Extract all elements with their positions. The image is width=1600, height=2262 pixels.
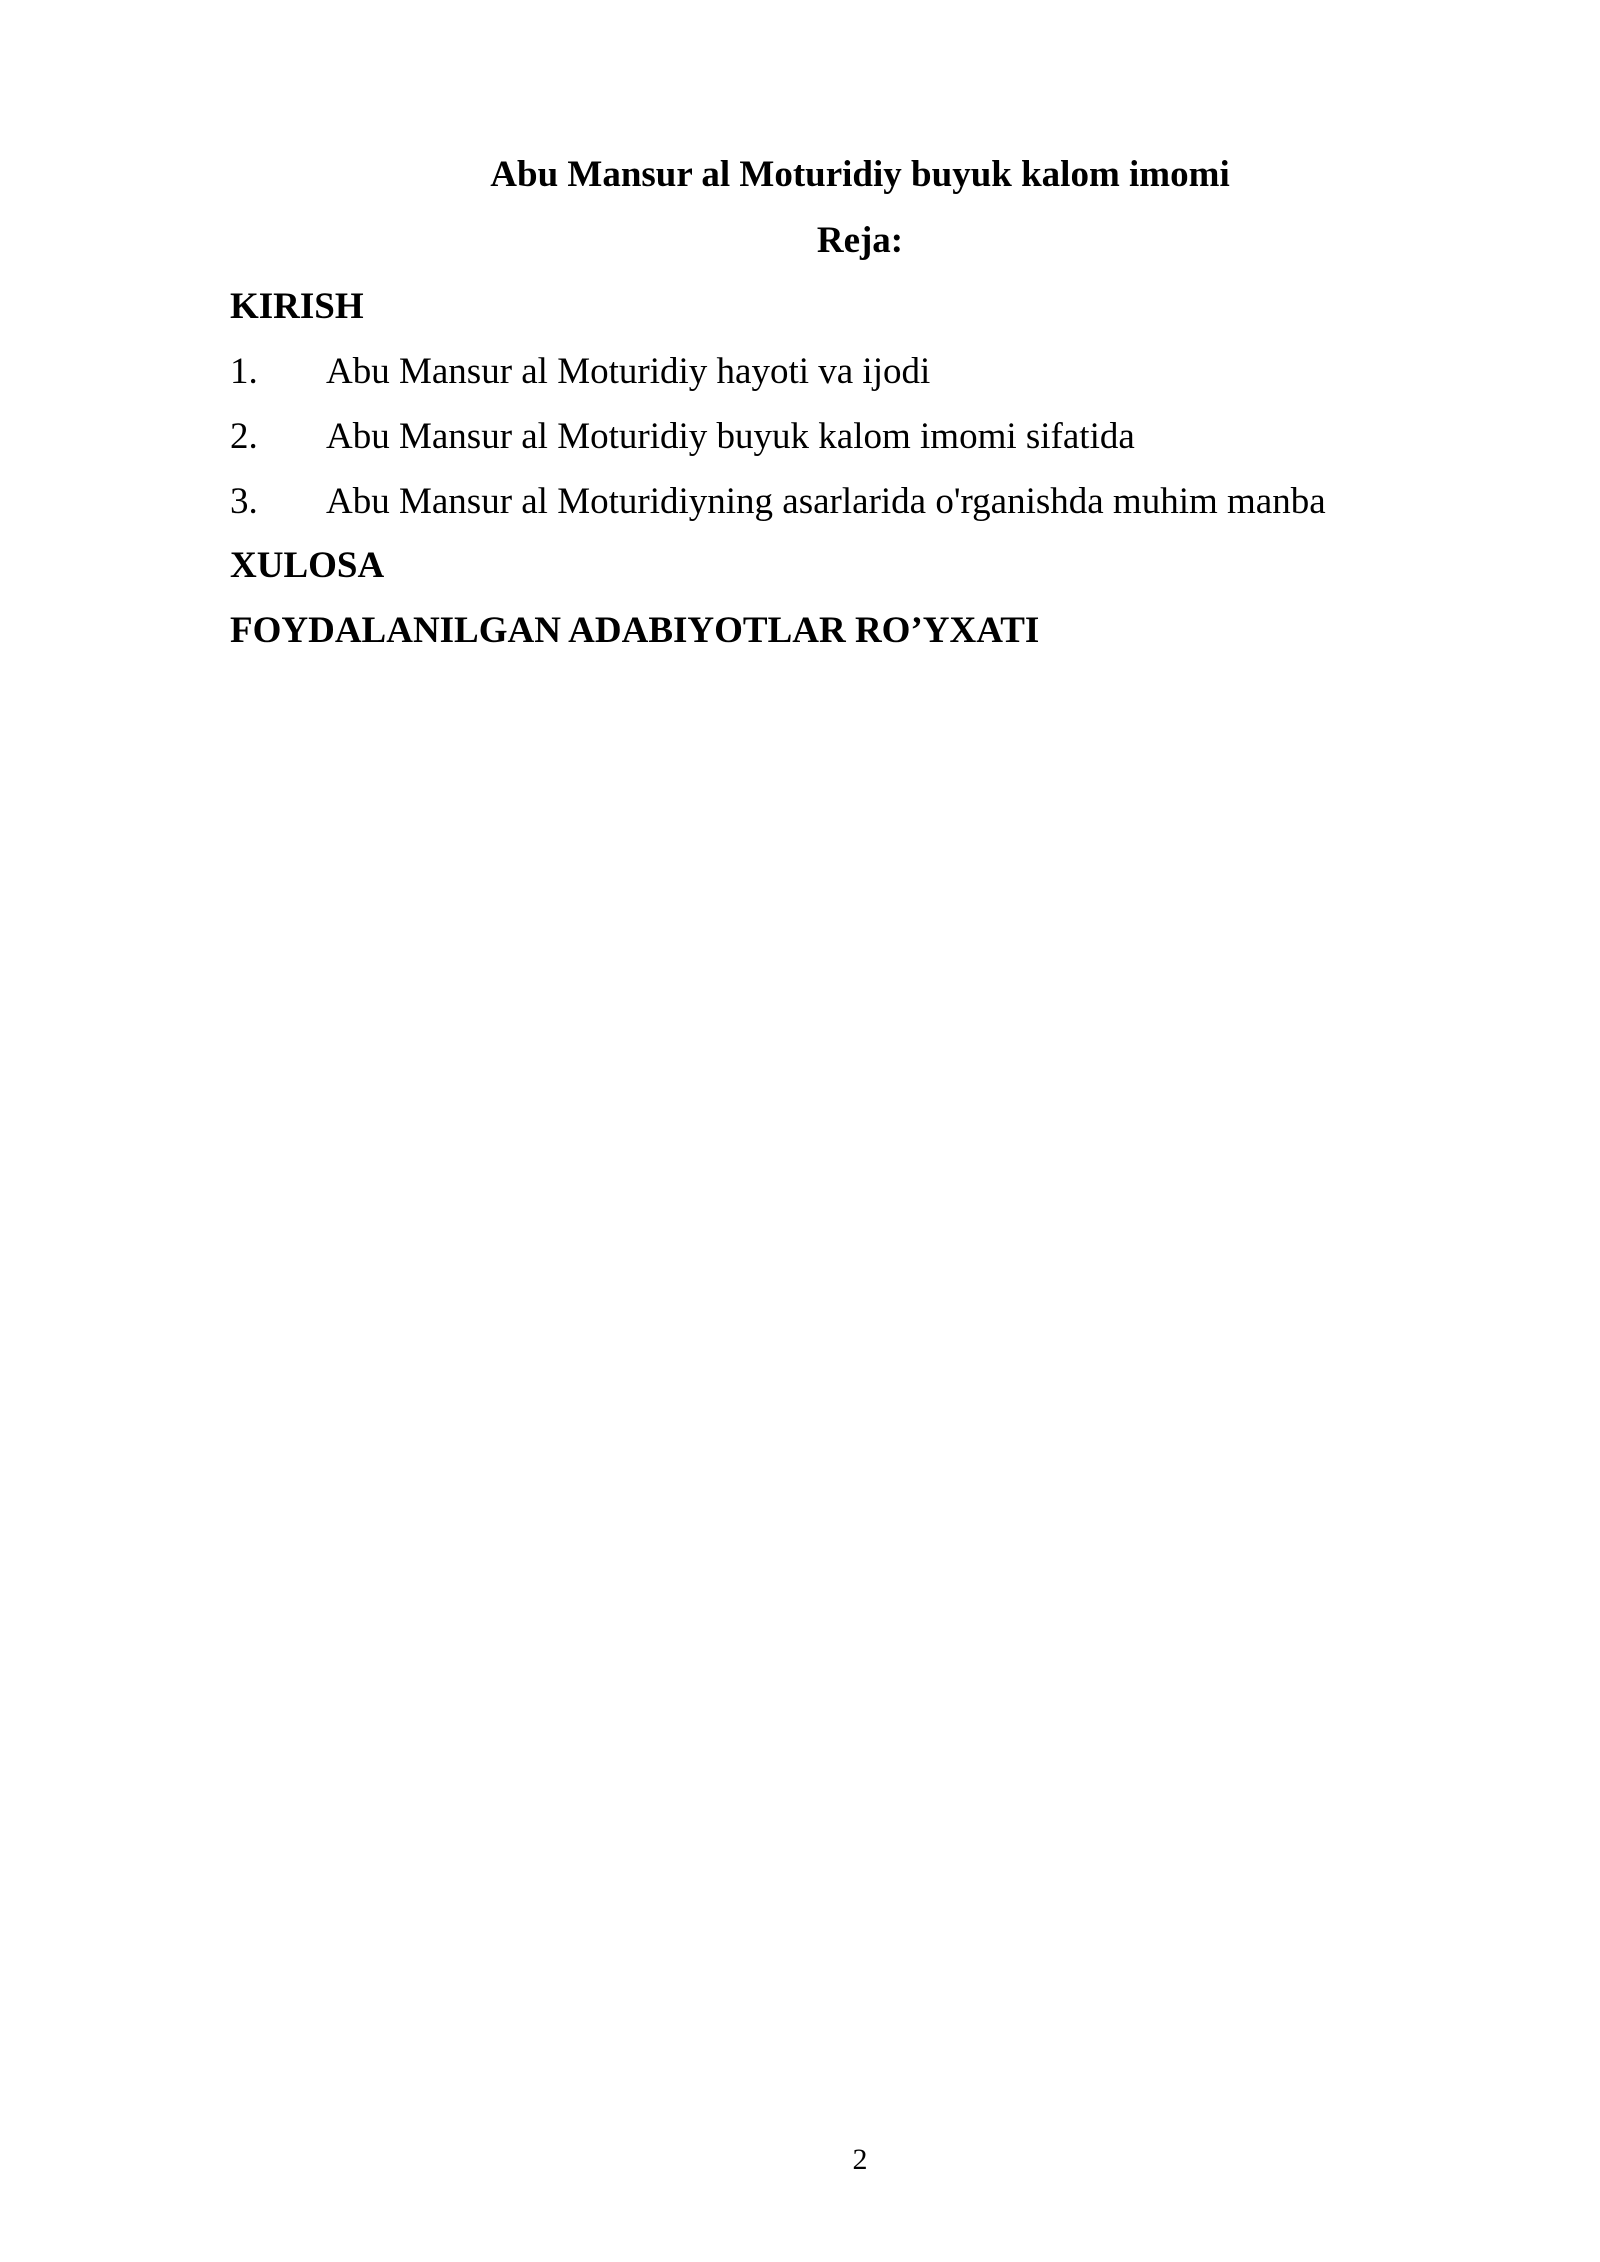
plan-item	[230, 477, 1326, 527]
plan-item-text: Abu Mansur al Moturidiyning asarlarida o'rganishda muhim manba	[326, 481, 1326, 522]
references-heading: FOYDALANILGAN ADABIYOTLAR RO’YXATI	[230, 610, 1040, 651]
plan-item	[230, 347, 930, 397]
plan-item-number: 2.	[230, 416, 258, 457]
plan-item-text: Abu Mansur al Moturidiy hayoti va ijodi	[326, 351, 931, 392]
document-title: Abu Mansur al Moturidiy buyuk kalom imomi	[490, 154, 1230, 195]
page-number: 2	[852, 2143, 868, 2176]
plan-item-number: 1.	[230, 351, 258, 392]
intro-heading: KIRISH	[230, 286, 364, 327]
plan-heading: Reja:	[816, 220, 904, 261]
plan-item-number: 3.	[230, 481, 258, 522]
conclusion-heading: XULOSA	[230, 545, 385, 586]
plan-item-text: Abu Mansur al Moturidiy buyuk kalom imomi sifatida	[326, 416, 1135, 457]
plan-item	[230, 412, 1135, 462]
